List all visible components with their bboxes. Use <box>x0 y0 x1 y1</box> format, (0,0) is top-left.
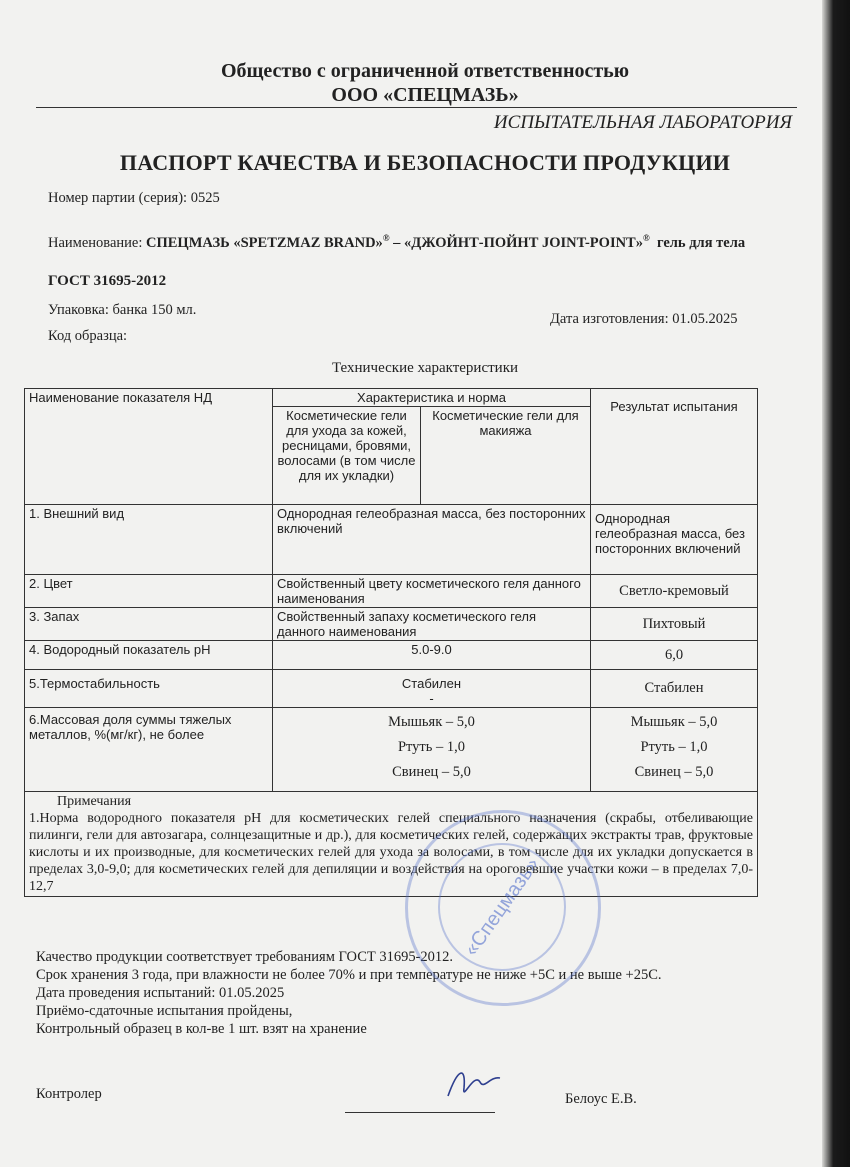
gost-standard: ГОСТ 31695-2012 <box>48 273 167 289</box>
header-makeup-gels: Косметические гели для макияжа <box>421 407 591 505</box>
lab-name: ИСПЫТАТЕЛЬНАЯ ЛАБОРАТОРИЯ <box>493 112 792 133</box>
registered-mark-2: ® <box>642 233 650 243</box>
sample-code: Код образца: <box>48 328 128 344</box>
row-name: 2. Цвет <box>25 575 273 608</box>
notes-title: Примечания <box>57 794 132 809</box>
norm-dash: - <box>429 691 434 706</box>
row-result: Однородная гелеобразная масса, без посторонних включений <box>591 505 758 575</box>
footer-line-2: Срок хранения 3 года, при влажности не более 70% и при температуре не ниже +5С и не выше +25С. <box>36 967 662 983</box>
stamp-text: «Спецмазь» <box>459 853 544 960</box>
table-row <box>25 505 758 575</box>
header-result: Результат испытания <box>591 389 758 505</box>
row-norm <box>273 708 591 792</box>
row-name: 6.Массовая доля суммы тяжелых металлов, %(мг/кг), не более <box>25 708 273 792</box>
signature <box>440 1058 510 1108</box>
row-name: 3. Запах <box>25 608 273 641</box>
company-stamp <box>405 810 601 1006</box>
table-header-row <box>25 389 758 407</box>
product-brand: СПЕЦМАЗЬ «SPETZMAZ BRAND» <box>146 234 383 251</box>
row-name: 5.Термостабильность <box>25 670 273 708</box>
table-row <box>25 670 758 708</box>
table-row <box>25 575 758 608</box>
notes-cell <box>25 792 758 897</box>
org-name-line1: Общество с ограниченной ответственностью <box>220 60 630 82</box>
norm-value: Стабилен <box>401 676 462 691</box>
row-norm: 5.0-9.0 <box>273 641 591 670</box>
footer-line-5: Контрольный образец в кол-ве 1 шт. взят на хранение <box>36 1021 367 1037</box>
footer-line-4: Приёмо-сдаточные испытания пройдены, <box>36 1003 293 1019</box>
table-row <box>25 608 758 641</box>
row-result: Пихтовый <box>591 608 758 641</box>
packing: Упаковка: банка 150 мл. <box>48 302 197 318</box>
notes-row <box>25 792 758 897</box>
product-line: «ДЖОЙНТ-ПОЙНТ JOINT-POINT» <box>404 234 643 251</box>
org-name-line2: ООО «СПЕЦМАЗЬ» <box>331 84 519 106</box>
manufacture-date: Дата изготовления: 01.05.2025 <box>550 311 738 327</box>
result-mercury: Ртуть – 1,0 <box>640 739 708 755</box>
notes-text: 1.Норма водородного показателя pH для косметических гелей специального назначения (скрабы, отбеливающие пилинги, гели для автозагара, солнцезащитные и др.), для косметических гелей, содержащих экстракты трав, фруктовые кислоты и их производные, для косметических гелей для ухода за волосами, в том числе для их укладки допускается в пределах 3,0-9,0; для косметических гелей для депиляции и воздействия на ороговевшие участки кожи – в пределах 7,0-12,7 <box>29 811 753 894</box>
stamp-inner-ring <box>413 818 591 996</box>
header-indicator-name: Наименование показателя НД <box>25 389 273 505</box>
row-result <box>591 708 758 792</box>
specs-table <box>24 388 758 897</box>
norm-lead: Свинец – 5,0 <box>392 764 471 780</box>
row-norm <box>273 670 591 708</box>
header-divider <box>36 107 797 108</box>
controller-label: Контролер <box>36 1086 102 1102</box>
row-name: 1. Внешний вид <box>25 505 273 575</box>
header-norm: Характеристика и норма <box>273 389 591 407</box>
result-arsenic: Мышьяк – 5,0 <box>630 714 718 730</box>
row-result: Светло-кремовый <box>591 575 758 608</box>
table-row <box>25 641 758 670</box>
product-type: гель для тела <box>649 234 746 251</box>
row-name: 4. Водородный показатель pH <box>25 641 273 670</box>
result-lead: Свинец – 5,0 <box>634 764 714 780</box>
signature-line <box>345 1112 495 1113</box>
product-name-label: Наименование: <box>48 234 146 251</box>
product-name-line <box>48 233 745 252</box>
row-norm: Свойственный цвету косметического геля данного наименования <box>273 575 591 608</box>
norm-mercury: Ртуть – 1,0 <box>397 739 466 755</box>
row-result: Стабилен <box>591 670 758 708</box>
row-result: 6,0 <box>591 641 758 670</box>
table-caption: Технические характеристики <box>331 360 519 376</box>
batch-number: Номер партии (серия): 0525 <box>48 190 220 206</box>
signer-name: Белоус Е.В. <box>565 1091 637 1107</box>
footer-line-3: Дата проведения испытаний: 01.05.2025 <box>36 985 285 1001</box>
registered-mark-1: ® <box>382 233 390 243</box>
footer-line-1: Качество продукции соответствует требованиям ГОСТ 31695-2012. <box>36 949 454 965</box>
header-care-gels: Косметические гели для ухода за кожей, ресницами, бровями, волосами (в том числе для их укладки) <box>273 407 421 505</box>
norm-arsenic: Мышьяк – 5,0 <box>388 714 475 730</box>
table-row <box>25 708 758 792</box>
product-dash: – <box>389 234 405 251</box>
document-title: ПАСПОРТ КАЧЕСТВА И БЕЗОПАСНОСТИ ПРОДУКЦИИ <box>119 150 731 175</box>
row-norm: Однородная гелеобразная масса, без посторонних включений <box>273 505 591 575</box>
row-norm: Свойственный запаху косметического геля данного наименования <box>273 608 591 641</box>
